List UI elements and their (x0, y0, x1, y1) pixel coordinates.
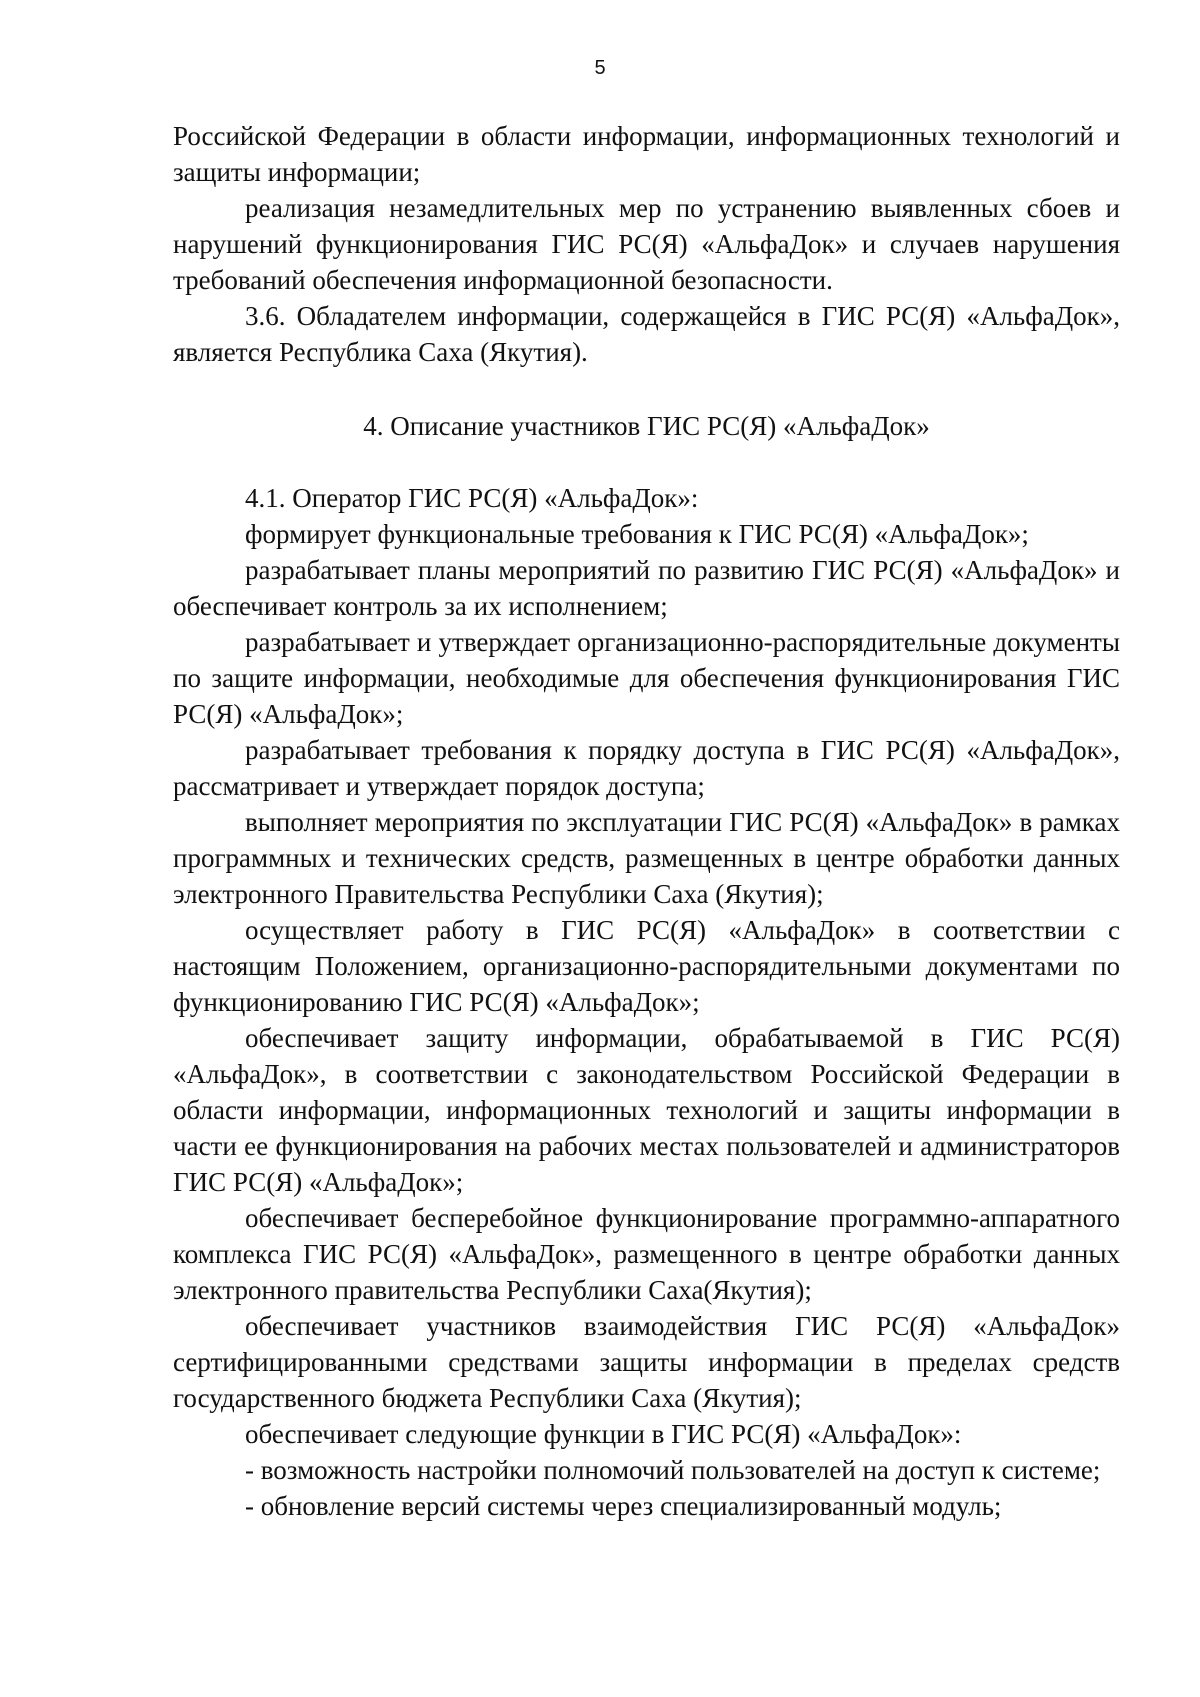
paragraph: выполняет мероприятия по эксплуатации ГИС РС(Я) «АльфаДок» в рамках программных и технических средств, размещенных в центре обработки данных электронного Правительства Республики Саха (Якутия); (173, 807, 1120, 909)
paragraph: обеспечивает участников взаимодействия ГИС РС(Я) «АльфаДок» сертифицированными средствами защиты информации в пределах средств государственного бюджета Республики Саха (Якутия); (173, 1311, 1120, 1413)
paragraph: обеспечивает защиту информации, обрабатываемой в ГИС РС(Я) «АльфаДок», в соответствии с законодательством Российской Федерации в области информации, информационных технологий и защиты информации в части ее функционирования на рабочих местах пользователей и администраторов ГИС РС(Я) «АльфаДок»; (173, 1023, 1120, 1197)
paragraph: разрабатывает требования к порядку доступа в ГИС РС(Я) «АльфаДок», рассматривает и утверждает порядок доступа; (173, 735, 1120, 801)
paragraph: 3.6. Обладателем информации, содержащейся в ГИС РС(Я) «АльфаДок», является Республика Саха (Якутия). (173, 301, 1120, 367)
paragraph: осуществляет работу в ГИС РС(Я) «АльфаДок» в соответствии с настоящим Положением, организационно-распорядительными документами по функционированию ГИС РС(Я) «АльфаДок»; (173, 915, 1120, 1017)
document-body (173, 118, 1120, 1524)
paragraph: формирует функциональные требования к ГИС РС(Я) «АльфаДок»; (245, 519, 1029, 549)
paragraph: 4.1. Оператор ГИС РС(Я) «АльфаДок»: (245, 483, 699, 513)
list-item: - обновление версий системы через специализированный модуль; (245, 1491, 1002, 1521)
paragraph: реализация незамедлительных мер по устранению выявленных сбоев и нарушений функционирования ГИС РС(Я) «АльфаДок» и случаев нарушения требований обеспечения информационной безопасности. (173, 193, 1120, 295)
paragraph: обеспечивает следующие функции в ГИС РС(Я) «АльфаДок»: (245, 1419, 962, 1449)
paragraph: Российской Федерации в области информации, информационных технологий и защиты информации; (173, 121, 1120, 187)
paragraph: разрабатывает и утверждает организационно-распорядительные документы по защите информации, необходимые для обеспечения функционирования ГИС РС(Я) «АльфаДок»; (173, 627, 1120, 729)
section-title: 4. Описание участников ГИС РС(Я) «АльфаДок» (363, 411, 930, 441)
page-number: 5 (594, 57, 606, 79)
paragraph: обеспечивает бесперебойное функционирование программно-аппаратного комплекса ГИС РС(Я) «АльфаДок», размещенного в центре обработки данных электронного правительства Республики Саха(Якутия); (173, 1203, 1120, 1305)
paragraph: разрабатывает планы мероприятий по развитию ГИС РС(Я) «АльфаДок» и обеспечивает контроль за их исполнением; (173, 555, 1120, 621)
list-item: - возможность настройки полномочий пользователей на доступ к системе; (245, 1455, 1101, 1485)
